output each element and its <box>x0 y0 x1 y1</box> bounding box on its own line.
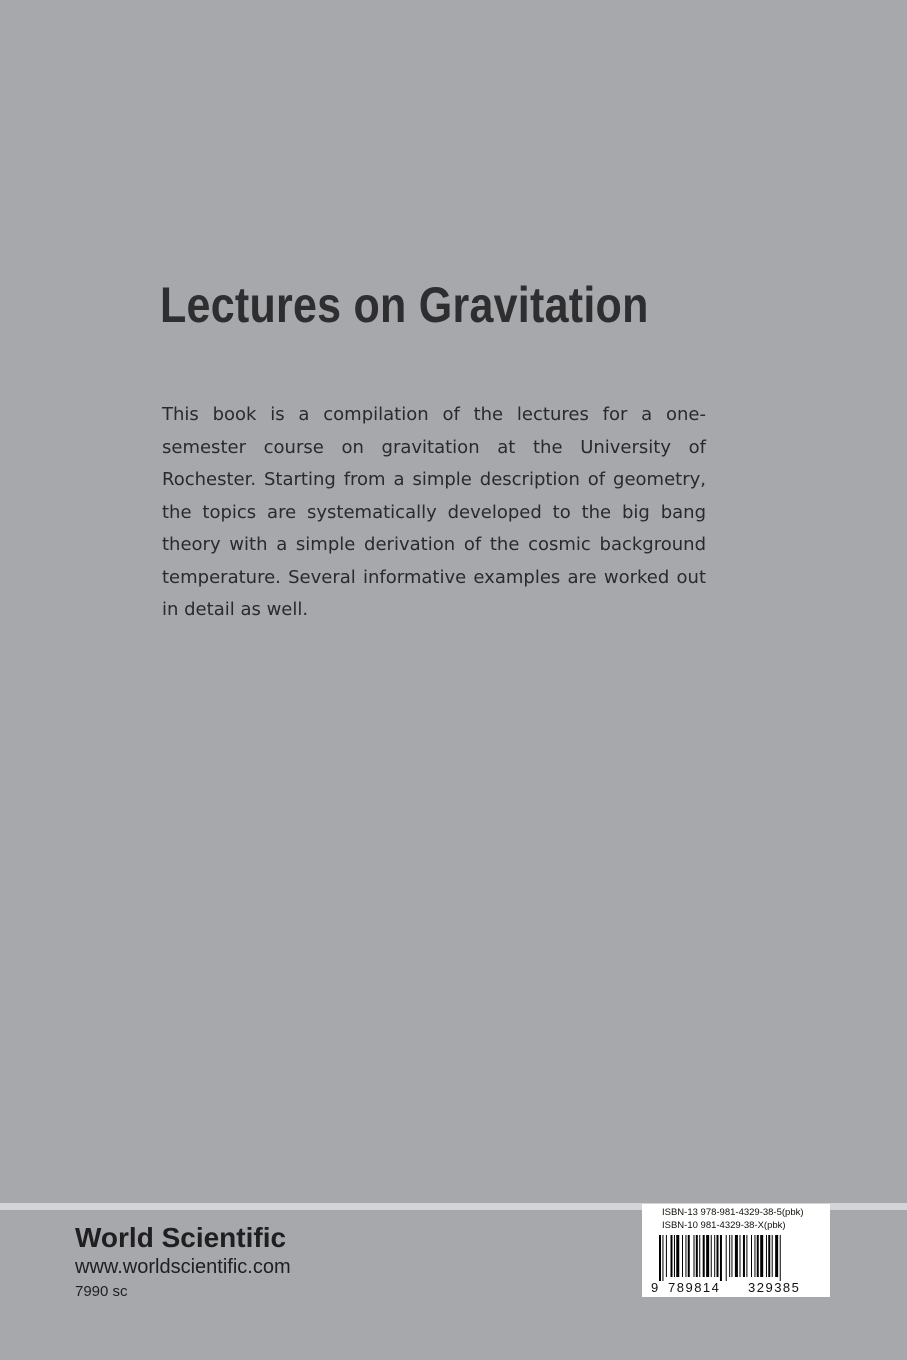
publisher-url: www.worldscientific.com <box>75 1256 291 1278</box>
barcode-digits-left: 789814 <box>668 1280 721 1295</box>
barcode-bar <box>735 1235 738 1277</box>
barcode-bar <box>694 1235 695 1277</box>
barcode-bar <box>717 1235 719 1277</box>
barcode-bar <box>703 1235 705 1277</box>
barcode-bar <box>720 1235 722 1281</box>
barcode-digit-first: 9 <box>651 1280 659 1295</box>
barcode-bar <box>766 1235 767 1277</box>
barcode-bar <box>714 1235 715 1277</box>
barcode-bar <box>659 1235 661 1281</box>
barcode-bar <box>688 1235 690 1277</box>
barcode-bar <box>743 1235 745 1277</box>
barcode-bar <box>676 1235 679 1277</box>
barcode-bar <box>706 1235 709 1277</box>
isbn10-label: ISBN-10 981-4329-38-X(pbk) <box>662 1220 786 1231</box>
barcode-bar <box>740 1235 741 1277</box>
barcode-bar <box>768 1235 770 1277</box>
book-title: Lectures on Gravitation <box>160 277 649 333</box>
barcode-bar <box>754 1235 755 1277</box>
barcode-bar <box>666 1235 667 1277</box>
book-description: This book is a compilation of the lectures for a one-semester course on gravitation at the University of Rochester. Starting from a simple description of geometry, the topics are systematically developed to the big bang theory with a simple derivation of the cosmic background temperature. Several informative examples are worked out in detail as well. <box>162 404 706 620</box>
barcode-bar <box>729 1235 730 1277</box>
barcode-bar <box>775 1235 778 1277</box>
publisher-name: World Scientific <box>75 1222 287 1253</box>
barcode-bar <box>696 1235 698 1277</box>
barcode-bar <box>671 1235 673 1277</box>
barcode-bar <box>662 1235 663 1281</box>
barcode-bar <box>685 1235 686 1277</box>
barcode-digits-right: 329385 <box>748 1280 801 1295</box>
barcode-bar <box>760 1235 763 1277</box>
isbn13-label: ISBN-13 978-981-4329-38-5(pbk) <box>662 1207 804 1218</box>
barcode-bar <box>772 1235 773 1277</box>
barcode-bar <box>682 1235 683 1277</box>
barcode-bar <box>711 1235 712 1277</box>
barcode-bar <box>780 1235 781 1281</box>
barcode-bar <box>757 1235 759 1277</box>
barcode-bar <box>726 1235 727 1281</box>
barcode-bar <box>699 1235 700 1277</box>
barcode-bar <box>751 1235 752 1277</box>
barcode-icon <box>659 1235 815 1283</box>
barcode-bar <box>731 1235 732 1277</box>
barcode-bar <box>746 1235 747 1277</box>
catalog-code: 7990 sc <box>75 1283 128 1300</box>
barcode-bar <box>674 1235 675 1277</box>
barcode-box <box>642 1204 830 1297</box>
